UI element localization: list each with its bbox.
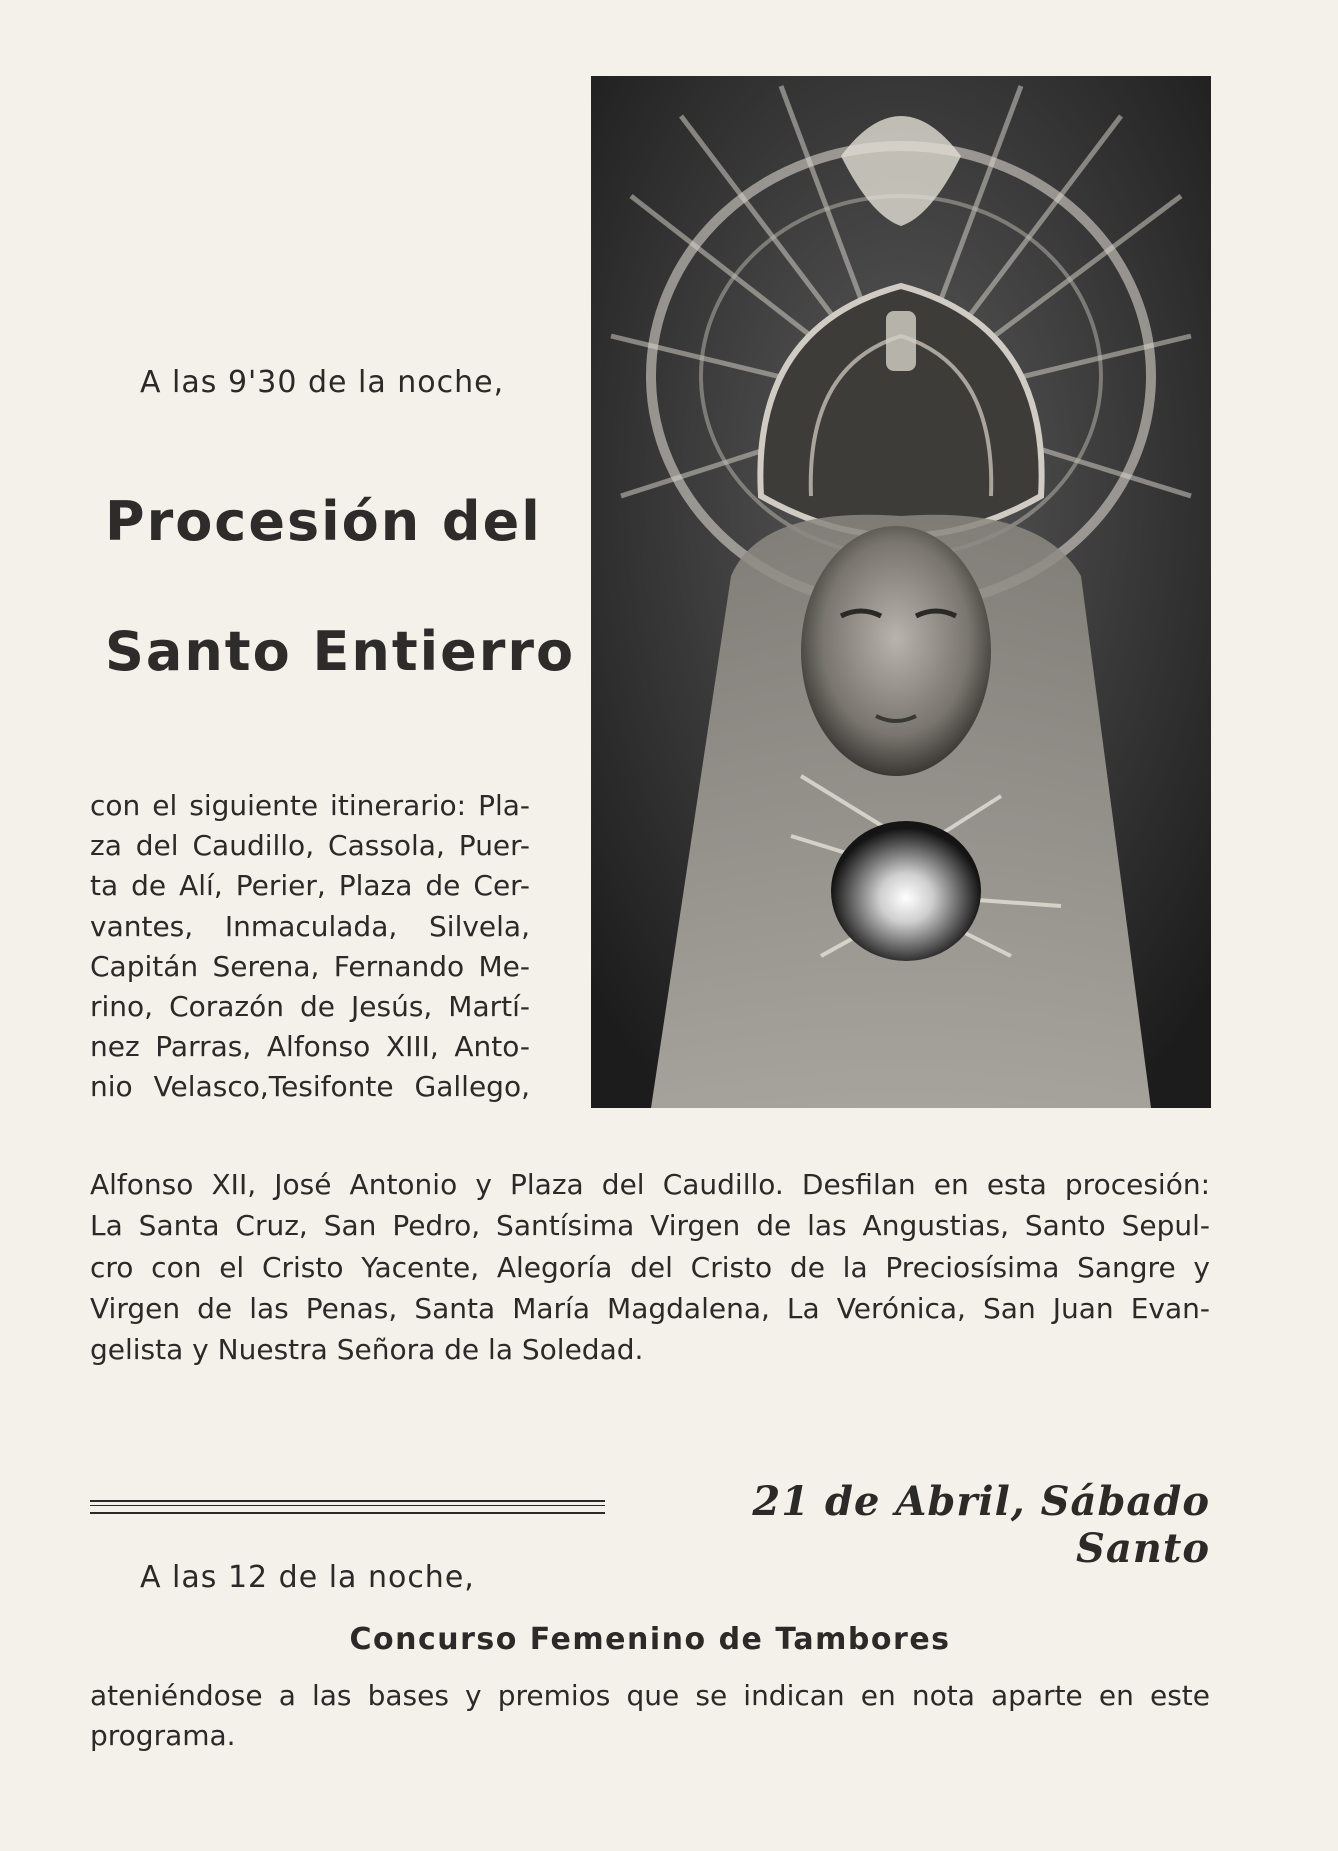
itinerary-text xyxy=(90,786,530,1108)
paragraph-line: Virgen de las Penas, Santa María Magdalena, La Verónica, San Juan Evan- xyxy=(90,1291,1210,1325)
contest-line: ateniéndose a las bases y premios que se indican en nota aparte en este xyxy=(90,1679,1210,1712)
contest-title: Concurso Femenino de Tambores xyxy=(349,1622,951,1657)
paragraph-line: La Santa Cruz, San Pedro, Santísima Virgen de las Angustias, Santo Sepul- xyxy=(90,1209,1210,1243)
itinerary-line: rino, Corazón de Jesús, Martí- xyxy=(90,990,530,1024)
itinerary-line: con el siguiente itinerario: Pla- xyxy=(90,789,530,822)
paragraph-line: gelista y Nuestra Señora de la Soledad. xyxy=(90,1333,644,1367)
event-time: A las 9'30 de la noche, xyxy=(140,365,505,400)
procession-paragraph xyxy=(90,1164,1210,1370)
itinerary-line: za del Caudillo, Cassola, Puer- xyxy=(90,829,530,863)
event-title-line2: Santo Entierro xyxy=(105,620,576,683)
virgin-photo xyxy=(591,76,1211,1108)
paragraph-line: cro con el Cristo Yacente, Alegoría del Cristo de la Preciosísima Sangre y xyxy=(90,1250,1210,1284)
itinerary-line: nez Parras, Alfonso XIII, Anto- xyxy=(90,1030,530,1064)
section-divider-center xyxy=(90,1505,605,1506)
contest-description xyxy=(90,1676,1210,1756)
paragraph-line: Alfonso XII, José Antonio y Plaza del Caudillo. Desfilan en esta procesión: xyxy=(90,1168,1210,1201)
contest-line: programa. xyxy=(90,1719,236,1752)
section-divider xyxy=(90,1500,605,1514)
event-title-line1: Procesión del xyxy=(105,490,542,553)
itinerary-line: nio Velasco,Tesifonte Gallego, xyxy=(90,1070,530,1104)
itinerary-line: ta de Alí, Perier, Plaza de Cer- xyxy=(90,869,530,903)
contest-time: A las 12 de la noche, xyxy=(140,1560,475,1595)
itinerary-line: vantes, Inmaculada, Silvela, xyxy=(90,909,530,943)
date-heading: 21 de Abril, Sábado Santo xyxy=(752,1478,1210,1572)
itinerary-line: Capitán Serena, Fernando Me- xyxy=(90,949,530,983)
